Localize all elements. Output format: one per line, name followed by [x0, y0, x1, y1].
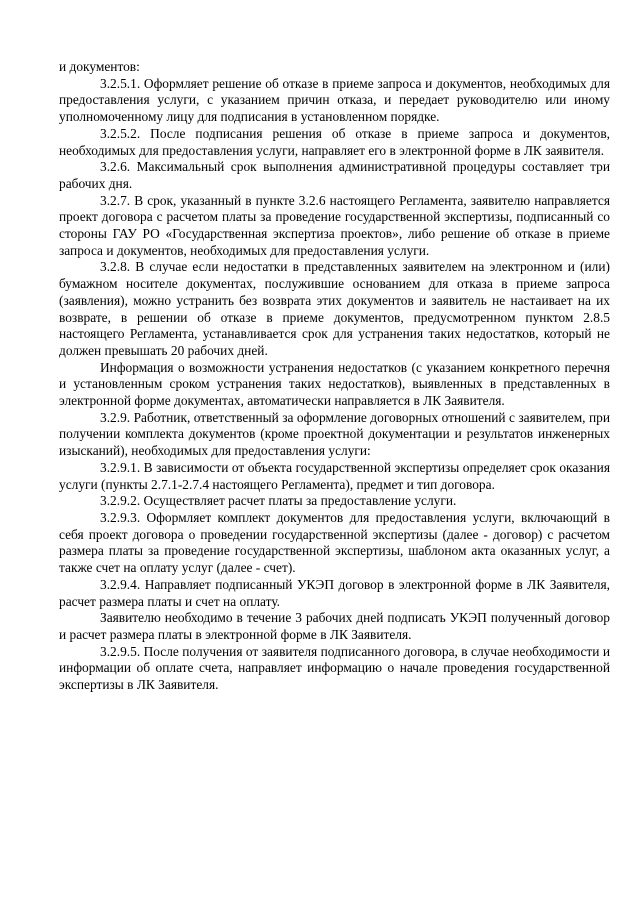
paragraph-3-2-5-2: 3.2.5.2. После подписания решения об отказе в приеме запроса и документов, необходимых для предоставления услуги, направляет его в электронной форме в ЛК заявителя. [59, 125, 610, 158]
document-page [59, 59, 610, 694]
paragraph-3-2-9-4: 3.2.9.4. Направляет подписанный УКЭП договор в электронной форме в ЛК Заявителя, расчет размера платы и счет на оплату. [59, 576, 610, 609]
paragraph-continuation: и документов: [59, 59, 140, 74]
paragraph-3-2-9-1: 3.2.9.1. В зависимости от объекта государственной экспертизы определяет срок оказания услуги (пункты 2.7.1-2.7.4 настоящего Регламента), предмет и тип договора. [59, 459, 610, 492]
paragraph-3-2-9-3: 3.2.9.3. Оформляет комплект документов для предоставления услуги, включающий в себя проект договора о проведении государственной экспертизы (далее - договор) с расчетом размера платы за проведение государственной экспертизы, шаблоном акта оказанных услуг, а также счет на оплату услуг (далее - счет). [59, 509, 610, 576]
paragraph-3-2-9: 3.2.9. Работник, ответственный за оформление договорных отношений с заявителем, при получении комплекта документов (кроме проектной документации и результатов инженерных изысканий), необходимых для предоставления услуги: [59, 409, 610, 459]
paragraph-3-2-9-2: 3.2.9.2. Осуществляет расчет платы за предоставление услуги. [100, 493, 457, 509]
paragraph-3-2-8: 3.2.8. В случае если недостатки в представленных заявителем на электронном и (или) бумажном носителе документах, послужившие основанием для отказа в приеме запроса (заявления), можно устранить без возврата этих документов и заявитель не настаивает на их возврате, в решении об отказе в приеме документов, предусмотренном пунктом 2.8.5 настоящего Регламента, устанавливается срок для устранения таких недостатков, который не должен превышать 20 рабочих дней. [59, 259, 610, 358]
paragraph-3-2-7: 3.2.7. В срок, указанный в пункте 3.2.6 настоящего Регламента, заявителю направляется проект договора с расчетом платы за проведение государственной экспертизы, подписанный со стороны ГАУ РО «Государственная экспертиза проектов», либо решение об отказе в приеме запроса и документов, необходимых для предоставления услуги. [59, 192, 610, 258]
paragraph-information: Информация о возможности устранения недостатков (с указанием конкретного перечня и установленным сроком устранения таких недостатков), выявленных в представленных в электронной форме документах, автоматически направляется в ЛК Заявителя. [59, 359, 610, 409]
paragraph-3-2-9-5: 3.2.9.5. После получения от заявителя подписанного договора, в случае необходимости и информации об оплате счета, направляет информацию о начале проведения государственной экспертизы в ЛК Заявителя. [59, 643, 610, 693]
paragraph-applicant: Заявителю необходимо в течение 3 рабочих дней подписать УКЭП полученный договор и расчет размера платы в электронной форме в ЛК Заявителя. [59, 610, 610, 642]
paragraph-3-2-5-1: 3.2.5.1. Оформляет решение об отказе в приеме запроса и документов, необходимых для предоставления услуги, с указанием причин отказа, и передает руководителю или иному уполномоченному лицу для подписания в установленном порядке. [59, 75, 610, 125]
paragraph-3-2-6: 3.2.6. Максимальный срок выполнения административной процедуры составляет три рабочих дня. [59, 159, 610, 191]
